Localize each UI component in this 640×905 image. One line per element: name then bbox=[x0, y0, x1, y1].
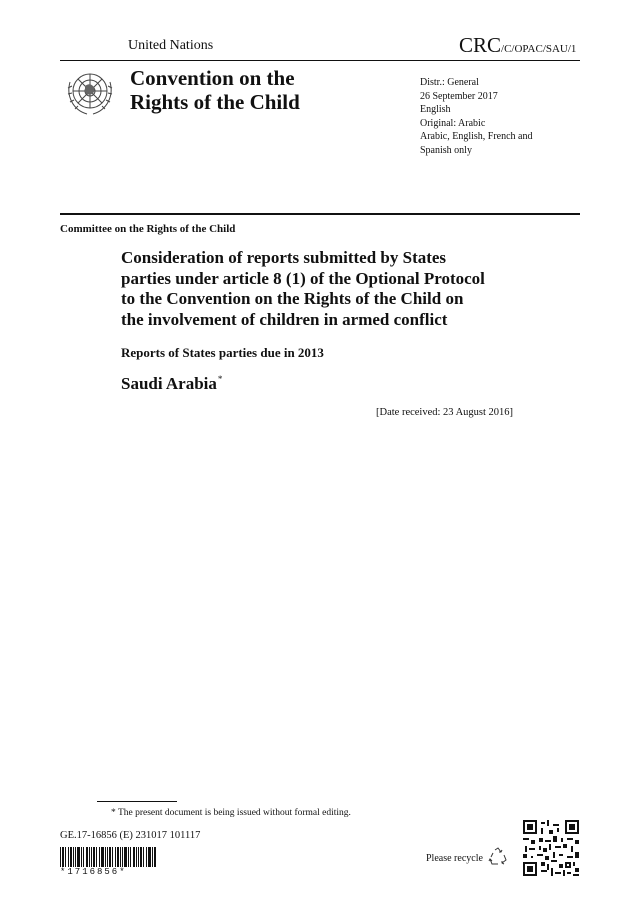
convention-title-line: Rights of the Child bbox=[130, 90, 300, 114]
footnote-rule bbox=[97, 801, 177, 802]
reports-subtitle: Reports of States parties due in 2013 bbox=[121, 345, 324, 360]
committee-name: Committee on the Rights of the Child bbox=[60, 223, 236, 235]
distribution-line: Distr.: General bbox=[420, 77, 479, 88]
distribution-line: 26 September 2017 bbox=[420, 90, 498, 102]
distribution-line: English bbox=[420, 104, 451, 115]
symbol-main: CRC bbox=[459, 33, 502, 57]
document-title-line: parties under article 8 (1) of the Optional Protocol bbox=[121, 268, 485, 288]
recycle-icon bbox=[487, 846, 509, 868]
country-name: Saudi Arabia bbox=[121, 374, 217, 393]
convention-title bbox=[130, 66, 400, 114]
distribution-info bbox=[420, 76, 580, 157]
barcode-digits: *1716856* bbox=[60, 867, 127, 877]
barcode-icon bbox=[60, 847, 156, 867]
footnote-marker: * bbox=[217, 374, 223, 385]
footnote-text: * The present document is being issued without formal editing. bbox=[111, 808, 351, 818]
distribution-line: Spanish only bbox=[420, 144, 472, 156]
document-title-line: to the Convention on the Rights of the Child on bbox=[121, 289, 464, 308]
un-emblem-icon bbox=[63, 66, 117, 120]
document-title bbox=[121, 248, 541, 330]
country-heading bbox=[121, 374, 222, 394]
section-rule bbox=[60, 213, 580, 215]
convention-title-line: Convention on the bbox=[130, 66, 295, 90]
date-received: [Date received: 23 August 2016] bbox=[376, 407, 514, 418]
job-number: GE.17-16856 (E) 231017 101117 bbox=[60, 830, 201, 841]
qr-code-icon bbox=[523, 820, 579, 876]
symbol-suffix: /C/OPAC/SAU/1 bbox=[501, 43, 577, 55]
distribution-line: Arabic, English, French and bbox=[420, 131, 533, 142]
document-symbol bbox=[459, 33, 576, 58]
distribution-line: Original: Arabic bbox=[420, 117, 486, 129]
document-title-line: Consideration of reports submitted by States bbox=[121, 248, 447, 267]
organization-name: United Nations bbox=[128, 38, 214, 53]
document-title-line: the involvement of children in armed conflict bbox=[121, 309, 448, 329]
recycle-text: Please recycle bbox=[426, 853, 483, 864]
header-rule bbox=[60, 60, 580, 61]
